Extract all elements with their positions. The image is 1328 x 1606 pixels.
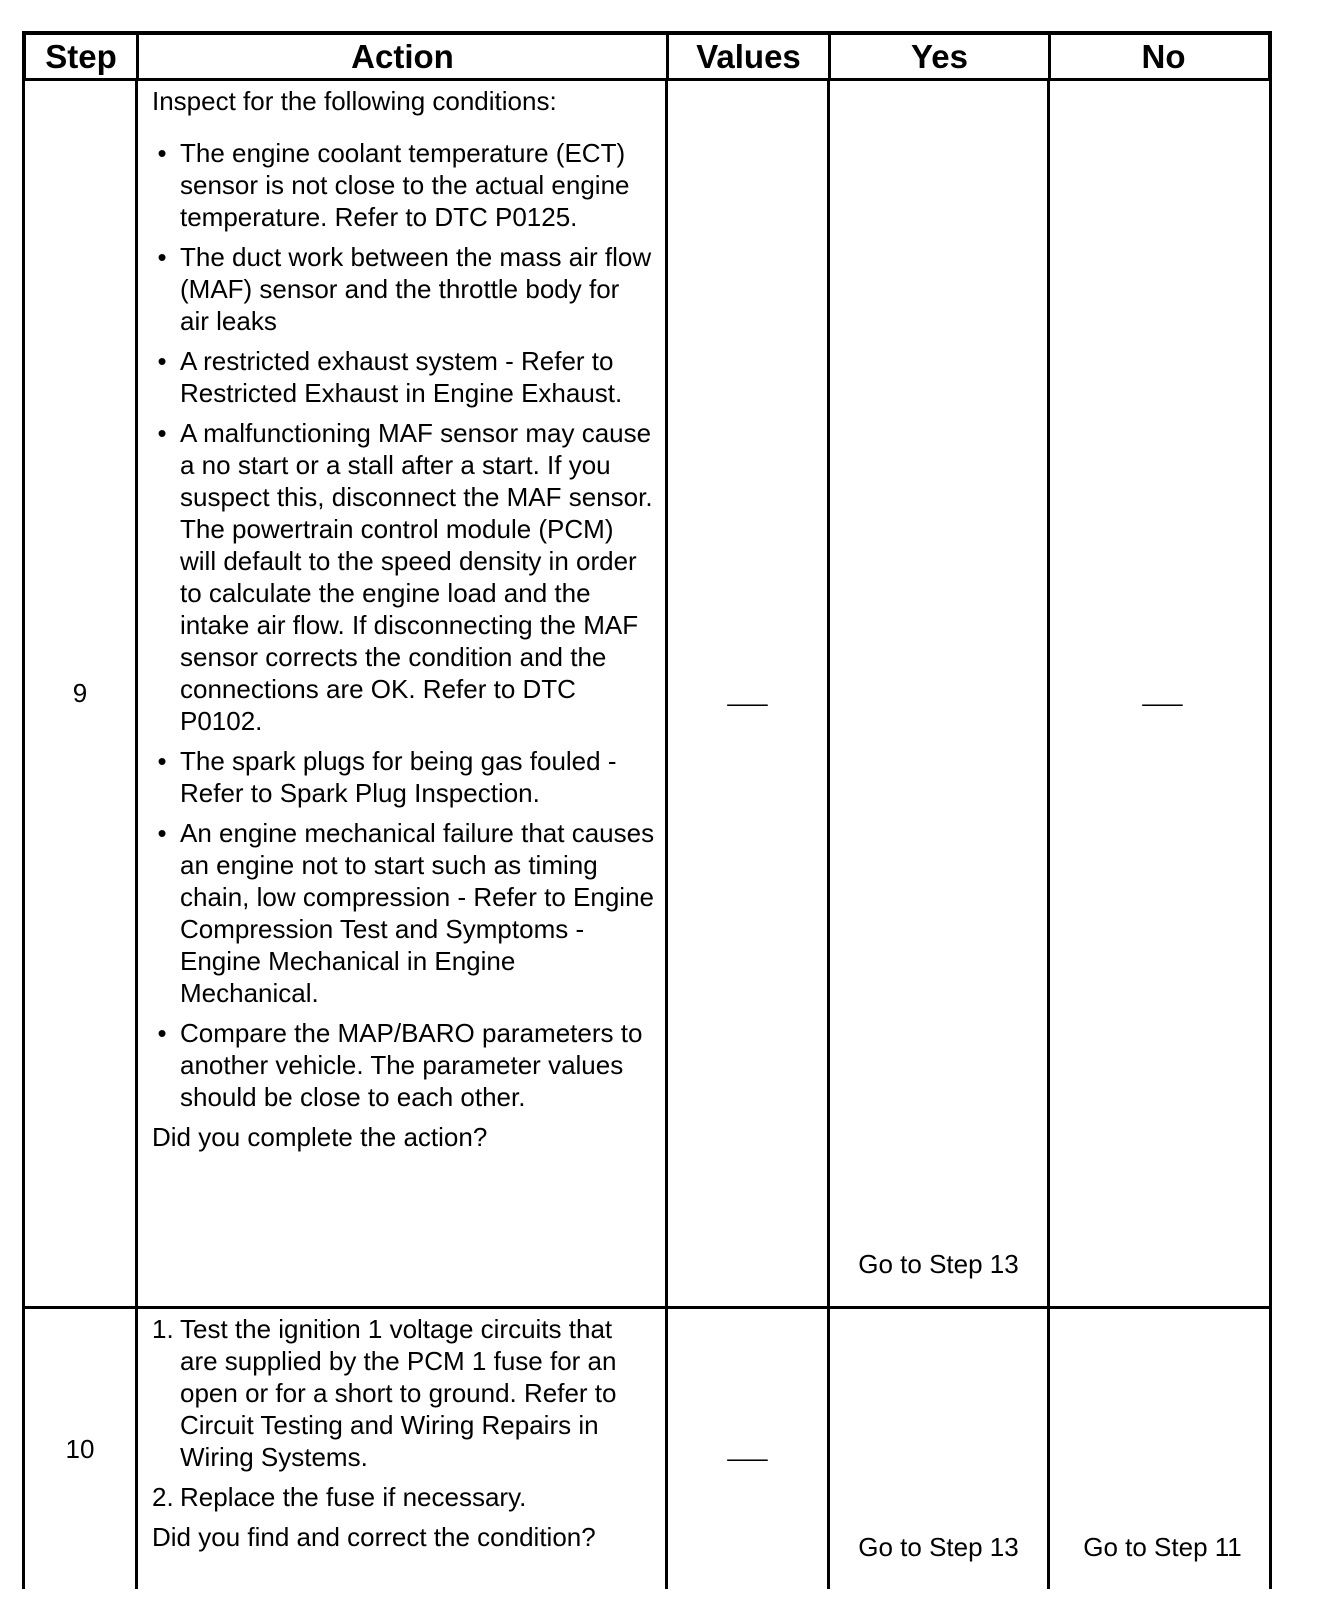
list-item: • Compare the MAP/BARO parameters to another vehicle. The parameter values should be close to each other. xyxy=(157,1018,643,1112)
list-item: • The engine coolant temperature (ECT) sensor is not close to the actual engine temperature. Refer to DTC P0125. xyxy=(157,138,630,232)
header-step: Step xyxy=(26,35,139,78)
header-values: Values xyxy=(669,35,831,78)
procedure-list xyxy=(152,1313,655,1513)
list-item-text: The spark plugs for being gas fouled - Refer to Spark Plug Inspection. xyxy=(180,746,617,808)
condition-list xyxy=(152,137,655,1113)
no-goto: Go to Step 11 xyxy=(1083,1532,1242,1562)
yes-cell xyxy=(830,1309,1050,1589)
list-item-text: A malfunctioning MAF sensor may cause a no start or a stall after a start. If you suspect this, disconnect the MAF sensor. The powertrain control module (PCM) will default to the speed density in order to calculate the engine load and the intake air flow. If disconnecting the MAF sensor corrects the condition and the connections are OK. Refer to DTC P0102. xyxy=(180,418,653,736)
table-header xyxy=(22,31,1272,81)
action-intro: Inspect for the following conditions: xyxy=(152,86,557,116)
values-cell: ___ xyxy=(668,81,830,1306)
header-action: Action xyxy=(139,35,669,78)
values-cell: ___ xyxy=(668,1309,830,1589)
action-cell xyxy=(138,81,668,1306)
list-item: • A malfunctioning MAF sensor may cause a no start or a stall after a start. If you suspect this, disconnect the MAF sensor. The powertrain control module (PCM) will default to the speed density in order to calculate the engine load and the intake air flow. If disconnecting the MAF sensor corrects the condition and the connections are OK. Refer to DTC P0102. xyxy=(157,418,653,736)
no-cell: ___ xyxy=(1142,679,1183,707)
yes-goto: Go to Step 13 xyxy=(858,1249,1019,1279)
list-item: • An engine mechanical failure that causes an engine not to start such as timing chain, low compression - Refer to Engine Compression Test and Symptoms - Engine Mechanical in Engine Mechanical. xyxy=(157,818,655,1008)
list-item-text: Test the ignition 1 voltage circuits that are supplied by the PCM 1 fuse for an open or for a short to ground. Refer to Circuit Testing and Wiring Repairs in Wiring Systems. xyxy=(180,1314,617,1472)
list-item-text: A restricted exhaust system - Refer to Restricted Exhaust in Engine Exhaust. xyxy=(180,346,623,408)
table-row-step-9 xyxy=(22,81,1272,1309)
list-item-text: Compare the MAP/BARO parameters to another vehicle. The parameter values should be close to each other. xyxy=(180,1018,643,1112)
diagnostic-table xyxy=(22,31,1272,1589)
header-no: No xyxy=(1141,37,1186,75)
yes-goto: Go to Step 13 xyxy=(858,1532,1019,1562)
list-item: • The duct work between the mass air flow (MAF) sensor and the throttle body for air leaks xyxy=(157,242,652,336)
action-question: Did you find and correct the condition? xyxy=(152,1522,596,1552)
list-item-text: The duct work between the mass air flow (MAF) sensor and the throttle body for air leaks xyxy=(180,242,652,336)
yes-cell xyxy=(830,81,1050,1306)
list-item: • The spark plugs for being gas fouled - Refer to Spark Plug Inspection. xyxy=(157,746,617,808)
list-item-text: The engine coolant temperature (ECT) sensor is not close to the actual engine temperature. Refer to DTC P0125. xyxy=(180,138,630,232)
step-number: 9 xyxy=(25,81,138,1306)
action-cell xyxy=(138,1309,668,1589)
list-item-text: Replace the fuse if necessary. xyxy=(180,1482,527,1512)
table-row-step-10 xyxy=(22,1309,1272,1589)
header-yes: Yes xyxy=(831,35,1051,78)
list-item: • A restricted exhaust system - Refer to Restricted Exhaust in Engine Exhaust. xyxy=(157,346,623,408)
list-item: 2. Replace the fuse if necessary. xyxy=(152,1482,527,1512)
action-question: Did you complete the action? xyxy=(152,1122,488,1152)
list-item-text: An engine mechanical failure that causes an engine not to start such as timing chain, low compression - Refer to Engine Compression Test and Symptoms - Engine Mechanical in Engine Mechanical. xyxy=(180,818,655,1008)
list-item: 1. Test the ignition 1 voltage circuits that are supplied by the PCM 1 fuse for an open or for a short to ground. Refer to Circuit Testing and Wiring Repairs in Wiring Systems. xyxy=(152,1314,617,1472)
step-number: 10 xyxy=(25,1309,138,1589)
no-cell xyxy=(1050,1309,1275,1589)
